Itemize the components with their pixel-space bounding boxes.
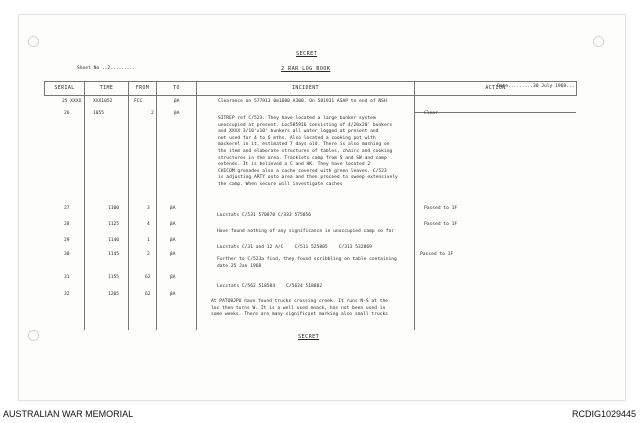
- col-serial: SERIAL: [45, 82, 85, 96]
- punch-hole: [593, 36, 604, 47]
- cell-from: 4: [147, 222, 150, 227]
- cell-serial: 30: [64, 252, 70, 257]
- col-time: TIME: [85, 82, 129, 96]
- cell-from: FCC: [134, 99, 143, 104]
- cell-serial: 31: [64, 275, 70, 280]
- cell-time: 1055: [93, 111, 105, 116]
- cell-to: βA: [170, 292, 176, 297]
- cell-to: βA: [170, 206, 176, 211]
- cell-to: βA: [170, 238, 176, 243]
- grid-line: [156, 94, 157, 330]
- archive-reference: RCDIG1029445: [571, 409, 636, 419]
- cell-incident: Further to C/523a find, they found scribbling on table containing date 25 Jan 1968: [217, 257, 397, 269]
- cell-action: Clear: [424, 111, 438, 116]
- unit-title: 2 RAR LOG BOOK: [281, 66, 331, 72]
- cell-from: 1: [147, 238, 150, 243]
- cell-time: 1140: [108, 238, 120, 243]
- cell-time: 1205: [108, 292, 120, 297]
- grid-line: [84, 94, 85, 330]
- punch-hole: [28, 36, 39, 47]
- cell-to: βA: [174, 111, 180, 116]
- col-action: ACTION: [415, 82, 577, 96]
- col-from: FROM: [129, 82, 157, 96]
- col-incident: INCIDENT: [197, 82, 415, 96]
- cell-incident: Clearance on 577913 0m1600 A300. On 581931 ASAP to end of NSH: [218, 99, 387, 104]
- cell-to: βA: [170, 222, 176, 227]
- cell-incident: Have found nothing of any significance in unoccupied camp so far: [217, 229, 395, 234]
- cell-from: 2: [147, 252, 150, 257]
- cell-time: 1125: [108, 222, 120, 227]
- log-table-header: [44, 81, 577, 96]
- cell-time: 1145: [108, 252, 120, 257]
- grid-line: [128, 94, 129, 330]
- cell-incident: Locstats C/562 518584 C/5624 518882: [217, 284, 323, 289]
- cell-action: Passed to 1F: [424, 222, 458, 227]
- cell-serial: 28: [64, 222, 70, 227]
- grid-line: [414, 112, 576, 113]
- cell-serial: 26: [64, 111, 70, 116]
- cell-from: 2: [151, 111, 154, 116]
- cell-serial: 25 XXXX: [62, 99, 82, 104]
- cell-action: Passed to 1F: [424, 206, 458, 211]
- grid-line: [196, 94, 197, 330]
- cell-from: 62: [145, 292, 151, 297]
- cell-action: Passed to 1F: [420, 252, 454, 257]
- cell-time: XXX1052: [93, 99, 113, 104]
- cell-incident: SITREP ref C/523. They have located a large bunker system unoccupied at present. Loc585916 consisting of 4/20x20' bunkers and XXXX 3/10'x10' bunkers all water logged at present and not used for 4 to 6 mths. Also located a cooking pot with mackerel in it, estimated 7 days old. There is also mashing on the item and elaborate structures of tables, chairs and cooking structures in the area. Tracklets camp from S and SW and camp extends. It is believed a C and HK. They have located 2 CHICOM grenades also a cache covered with green leaves. C/523 is adjusting ARTY onto area and then proceed to sweep extensively the camp. When secure will investigate caches: [218, 116, 398, 187]
- cell-incident: Locstats C/31 and 12 A/C C/511 525805 C/313 532869: [217, 245, 372, 250]
- grid-line: [414, 94, 415, 330]
- col-to: TO: [157, 82, 197, 96]
- archive-credit: AUSTRALIAN WAR MEMORIAL: [3, 409, 134, 419]
- cell-to: βA: [170, 275, 176, 280]
- cell-time: 1100: [108, 206, 120, 211]
- cell-serial: 29: [64, 238, 70, 243]
- sheet-number: Sheet No ..2.........: [77, 66, 136, 71]
- cell-to: βA: [174, 99, 180, 104]
- punch-hole: [28, 330, 39, 341]
- cell-serial: 27: [64, 206, 70, 211]
- cell-to: βA: [170, 252, 176, 257]
- cell-time: 1155: [108, 275, 120, 280]
- classification-bottom: SECRET: [298, 334, 320, 340]
- cell-from: 62: [145, 275, 151, 280]
- cell-serial: 32: [64, 292, 70, 297]
- cell-from: 3: [147, 206, 150, 211]
- log-date: Date.........30 July 1968...: [497, 84, 575, 89]
- cell-incident: Locstats C/531 570870 C/333 575856: [217, 213, 312, 218]
- classification-top: SECRET: [296, 51, 318, 57]
- cell-incident: At PATOBJPU have found trucks crossing creek. It runs N-S at the loc then turns W. It is a well used mnack, has not been used in some weeks. There are many significant marking also small trucks: [211, 299, 389, 318]
